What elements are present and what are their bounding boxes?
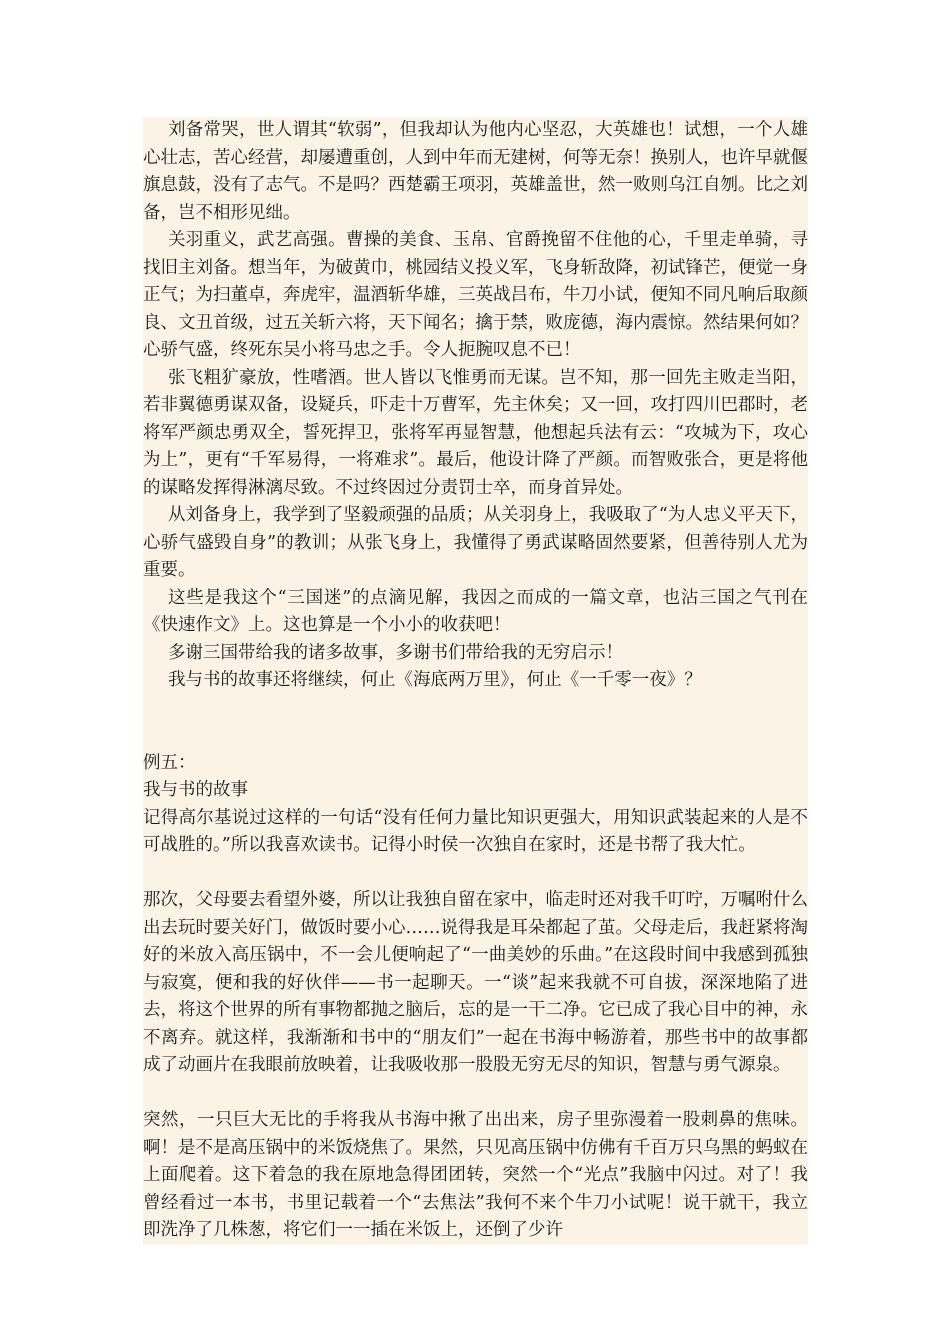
document-page — [143, 117, 808, 1245]
paragraph-gap — [143, 1080, 808, 1108]
essay-title: 我与书的故事 — [143, 780, 248, 800]
example-label: 例五： — [143, 752, 196, 773]
paragraph-harvest: 这些是我这个“三国迷”的点滴见解，我因之而成的一篇文章，也沾三国之气刊在《快速作文》上。这也算是一个小小的收获吧！ — [143, 587, 808, 635]
section-gap — [143, 695, 808, 750]
paragraph-gap — [143, 860, 808, 888]
paragraph-zhang-fei: 张飞粗犷豪放，性嗜酒。世人皆以飞惟勇而无谋。岂不知，那一回先主败走当阳，若非翼德勇谋双备，设疑兵，吓走十万曹军，先主休矣；又一回，攻打四川巴郡时，老将军严颜忠勇双全，誓死捍卫，张将军再显智慧，他想起兵法有云：“攻城为下，攻心为上”，更有“千军易得，一将难求”。最后，他设计降了严颜。而智败张合，更是将他的谋略发挥得淋漓尽致。不过终因过分责罚士卒，而身首异处。 — [143, 367, 808, 498]
paragraph-guan-yu: 关羽重义，武艺高强。曹操的美食、玉帛、官爵挽留不住他的心，千里走单骑，寻找旧主刘备。想当年，为破黄巾，桃园结义投义军，飞身斩敌降，初试锋芒，便觉一身正气；为扫董卓，奔虎牢，温酒斩华雄，三英战吕布，牛刀小试，便知不同凡响后取颜良、文丑首级，过五关斩六将，天下闻名；擒于禁，败庞德，海内震惊。然结果何如？心骄气盛，终死东吴小将马忠之手。令人扼腕叹息不已！ — [143, 230, 808, 360]
paragraph-gorky: 记得高尔基说过这样的一句话“没有任何力量比知识更强大，用知识武装起来的人是不可战胜的。”所以我喜欢读书。记得小时侯一次独自在家时，还是书帮了我大忙。 — [143, 807, 808, 855]
paragraph-home-alone: 那次，父母要去看望外婆，所以让我独自留在家中，临走时还对我千叮咛，万嘱咐什么出去玩时要关好门，做饭时要小心……说得我是耳朵都起了茧。父母走后，我赶紧将淘好的米放入高压锅中，不一会儿便响起了“一曲美妙的乐曲。”在这段时间中我感到孤独与寂寞，便和我的好伙伴——书一起聊天。一“谈”起来我就不可自拔，深深地陷了进去，将这个世界的所有事物都抛之脑后，忘的是一干二净。它已成了我心目中的神，永不离弃。就这样，我渐渐和书中的“朋友们”一起在书海中畅游着，那些书中的故事都成了动画片在我眼前放映着，让我吸收那一股股无穷无尽的知识，智慧与勇气源泉。 — [143, 890, 808, 1075]
paragraph-continue: 我与书的故事还将继续，何止《海底两万里》，何止《一千零一夜》？ — [168, 670, 702, 690]
paragraph-liu-bei: 刘备常哭，世人谓其“软弱”，但我却认为他内心坚忍，大英雄也！试想，一个人雄心壮志，苦心经营，却屡遭重创，人到中年而无建树，何等无奈！换别人，也许早就偃旗息鼓，没有了志气。不是吗？西楚霸王项羽，英雄盖世，然一败则乌江自刎。比之刘备，岂不相形见绌。 — [143, 120, 808, 223]
paragraph-lessons: 从刘备身上，我学到了坚毅顽强的品质；从关羽身上，我吸取了“为人忠义平天下，心骄气盛毁自身”的教训；从张飞身上，我懂得了勇武谋略固然要紧，但善待别人尤为重要。 — [143, 505, 808, 580]
paragraph-burnt-rice: 突然，一只巨大无比的手将我从书海中揪了出出来，房子里弥漫着一股刺鼻的焦味。啊！是不是高压锅中的米饭烧焦了。果然，只见高压锅中仿佛有千百万只乌黑的蚂蚁在上面爬着。这下着急的我在原地急得团团转，突然一个“光点”我脑中闪过。对了！我曾经看过一本书，书里记载着一个“去焦法”我何不来个牛刀小试呢！说干就干，我立即洗净了几株葱，将它们一一插在米饭上，还倒了少许 — [143, 1110, 808, 1240]
paragraph-thanks: 多谢三国带给我的诸多故事，多谢书们带给我的无穷启示！ — [168, 642, 623, 663]
section-one — [143, 117, 808, 1245]
